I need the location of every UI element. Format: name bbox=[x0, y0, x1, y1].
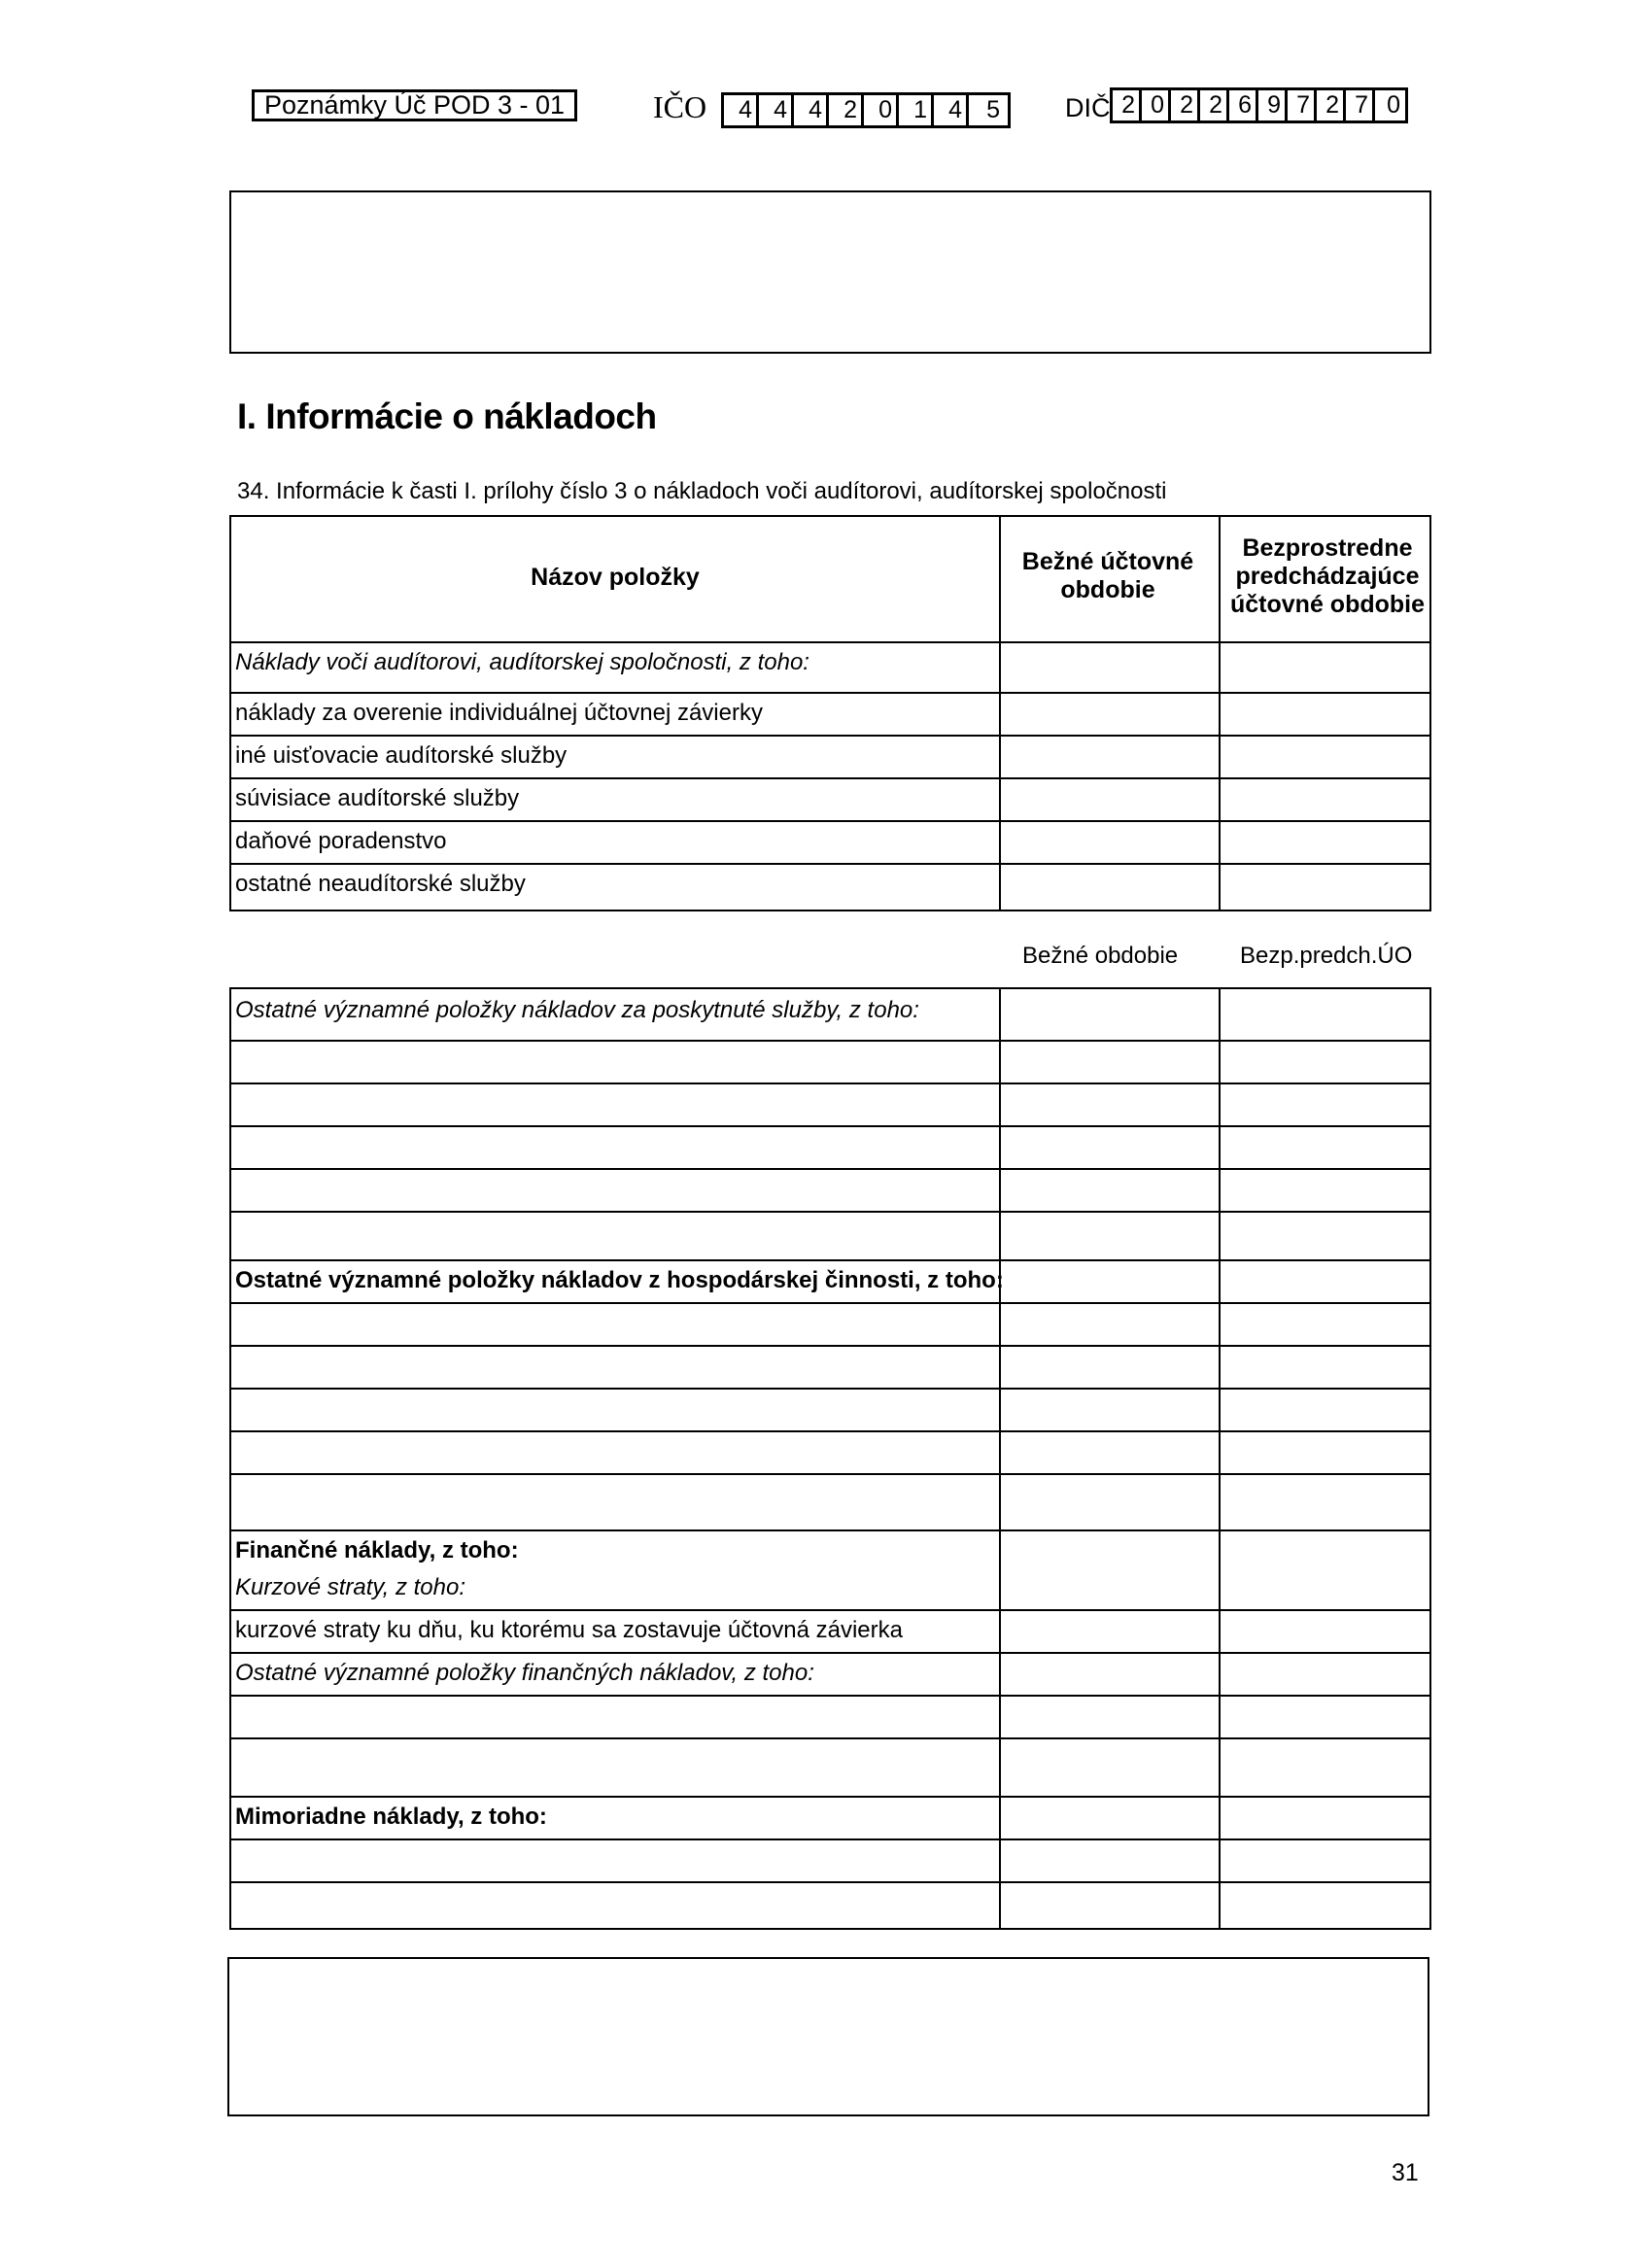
column-header-previous-short: Bezp.predch.ÚO bbox=[1240, 943, 1413, 969]
row-label: kurzové straty ku dňu, ku ktorému sa zostavuje účtovná závierka bbox=[235, 1617, 903, 1643]
ico-digit: 4 bbox=[794, 95, 829, 125]
row-label: Ostatné významné položky nákladov z hospodárskej činnosti, z toho: bbox=[235, 1267, 1004, 1293]
ico-digit: 0 bbox=[864, 95, 899, 125]
table-row bbox=[231, 641, 1429, 675]
table-row bbox=[231, 1302, 1429, 1304]
row-label: Ostatné významné položky nákladov za poskytnuté služby, z toho: bbox=[235, 997, 919, 1023]
row-label: Finančné náklady, z toho: bbox=[235, 1537, 519, 1564]
table-row bbox=[231, 1881, 1429, 1883]
section-subtitle: 34. Informácie k časti I. prílohy číslo 3 o nákladoch voči audítorovi, audítorskej spoločnosti bbox=[237, 478, 1167, 504]
page-number: 31 bbox=[1392, 2159, 1419, 2186]
section-title: I. Informácie o nákladoch bbox=[237, 396, 657, 436]
dic-digit: 0 bbox=[1142, 90, 1171, 120]
form-code-label: Poznámky Úč POD 3 - 01 bbox=[263, 90, 566, 120]
dic-digits bbox=[1110, 87, 1408, 123]
table-row bbox=[231, 1211, 1429, 1213]
dic-digit: 6 bbox=[1229, 90, 1258, 120]
ico-digit: 4 bbox=[759, 95, 794, 125]
table-row bbox=[231, 1082, 1429, 1084]
dic-digit: 9 bbox=[1258, 90, 1288, 120]
dic-digit: 2 bbox=[1171, 90, 1200, 120]
form-code-box bbox=[252, 89, 577, 121]
dic-digit: 2 bbox=[1317, 90, 1346, 120]
other-costs-table bbox=[229, 987, 1431, 1930]
column-header-current-short: Bežné obdobie bbox=[1022, 943, 1179, 969]
row-label: ostatné neaudítorské služby bbox=[235, 871, 526, 897]
row-label: súvisiace audítorské služby bbox=[235, 785, 520, 811]
ico-digit: 1 bbox=[899, 95, 934, 125]
dic-digit: 2 bbox=[1200, 90, 1229, 120]
table-row bbox=[231, 1695, 1429, 1697]
row-label: iné uisťovacie audítorské služby bbox=[235, 742, 568, 769]
table-row bbox=[231, 1473, 1429, 1475]
column-header-current: Bežné účtovné obdobie bbox=[1021, 548, 1194, 603]
row-label: daňové poradenstvo bbox=[235, 828, 447, 854]
table-row bbox=[231, 692, 1429, 726]
dic-digit: 0 bbox=[1387, 91, 1400, 119]
top-blank-box bbox=[229, 190, 1431, 354]
table-row bbox=[231, 863, 1429, 897]
ico-digit: 5 bbox=[986, 96, 1000, 123]
ico-digit: 4 bbox=[934, 95, 969, 125]
table-row bbox=[231, 1609, 1429, 1643]
row-label: Náklady voči audítorovi, audítorskej spoločnosti, z toho: bbox=[235, 649, 809, 675]
dic-label: DIČ bbox=[1065, 93, 1111, 122]
ico-digit: 2 bbox=[829, 95, 864, 125]
ico-digits bbox=[721, 92, 1011, 128]
table-row bbox=[231, 1345, 1429, 1347]
row-label: Ostatné významné položky finančných nákladov, z toho: bbox=[235, 1660, 814, 1686]
table-row bbox=[231, 820, 1429, 854]
table-row bbox=[231, 1430, 1429, 1432]
table-row bbox=[231, 1796, 1429, 1830]
table-row bbox=[231, 1259, 1429, 1293]
table-row bbox=[231, 735, 1429, 769]
table-row bbox=[231, 1737, 1429, 1739]
table-row bbox=[231, 1125, 1429, 1127]
table-row bbox=[231, 1652, 1429, 1686]
table-row bbox=[231, 777, 1429, 811]
table-row bbox=[231, 1529, 1429, 1564]
ico-label: IČO bbox=[653, 89, 707, 124]
column-header-item: Názov položky bbox=[531, 564, 700, 591]
table-row bbox=[231, 1838, 1429, 1840]
auditor-costs-table bbox=[229, 515, 1431, 911]
row-label: Kurzové straty, z toho: bbox=[235, 1574, 465, 1600]
dic-digit: 2 bbox=[1113, 90, 1142, 120]
table-row bbox=[231, 1040, 1429, 1042]
ico-digit: 4 bbox=[724, 95, 759, 125]
table-row bbox=[231, 1168, 1429, 1170]
table-row bbox=[231, 1388, 1429, 1390]
bottom-blank-box bbox=[227, 1957, 1429, 2116]
dic-digit: 7 bbox=[1288, 90, 1317, 120]
dic-digit: 7 bbox=[1346, 90, 1375, 120]
row-label: náklady za overenie individuálnej účtovnej závierky bbox=[235, 700, 763, 726]
column-header-previous: Bezprostredne predchádzajúce účtovné obdobie bbox=[1230, 534, 1425, 618]
row-label: Mimoriadne náklady, z toho: bbox=[235, 1804, 547, 1830]
